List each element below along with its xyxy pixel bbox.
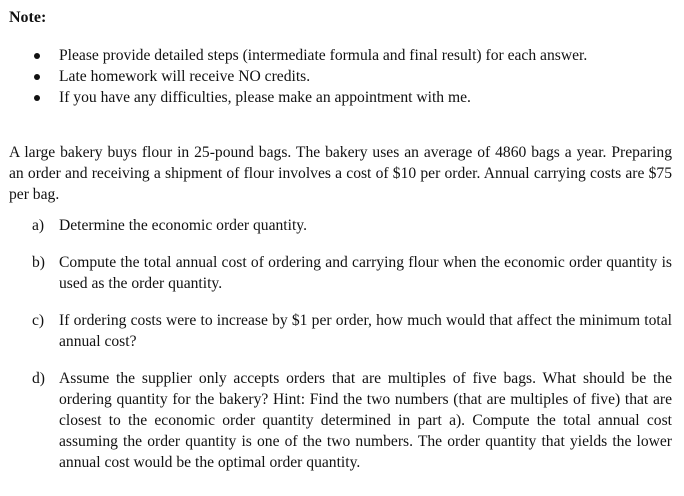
question-part-label: a) bbox=[32, 217, 45, 234]
bullet-dot-icon bbox=[34, 53, 40, 59]
note-bullet-item bbox=[34, 87, 672, 108]
problem-statement: A large bakery buys flour in 25-pound bags. The bakery uses an average of 4860 bags a year. Preparing an order and receiving a shipment of flour involves a cost of $10 per order. Annual carrying costs are $75 per bag. bbox=[9, 144, 672, 203]
note-heading: Note: bbox=[9, 9, 47, 26]
question-part-text: Determine the economic order quantity. bbox=[59, 217, 307, 234]
question-part-label: b) bbox=[32, 254, 45, 271]
question-part-c bbox=[32, 310, 672, 352]
question-part-a bbox=[32, 215, 672, 236]
question-part-text: Compute the total annual cost of ordering and carrying flour when the economic order quantity is used as the order quantity. bbox=[59, 254, 672, 292]
question-part-text: If ordering costs were to increase by $1 per order, how much would that affect the minimum total annual cost? bbox=[59, 312, 672, 350]
bullet-dot-icon bbox=[34, 95, 40, 101]
note-bullet-text: If you have any difficulties, please make an appointment with me. bbox=[59, 89, 471, 106]
question-part-d bbox=[32, 368, 672, 473]
question-part-b bbox=[32, 252, 672, 294]
note-bullet-text: Please provide detailed steps (intermediate formula and final result) for each answer. bbox=[59, 47, 588, 64]
bullet-dot-icon bbox=[34, 74, 40, 80]
question-part-label: d) bbox=[32, 370, 45, 387]
question-part-text: Assume the supplier only accepts orders that are multiples of five bags. What should be the ordering quantity for the bakery? Hint: Find the two numbers (that are multiples of five) that are closest to the economic order quantity determined in part a). Compute the total annual cost assuming the order quantity is one of the two numbers. The order quantity that yields the lower annual cost would be the optimal order quantity. bbox=[59, 370, 672, 471]
note-bullet-list bbox=[9, 45, 672, 108]
question-parts-list bbox=[9, 215, 672, 473]
note-bullet-item bbox=[34, 66, 672, 87]
note-bullet-item bbox=[34, 45, 672, 66]
note-bullet-text: Late homework will receive NO credits. bbox=[59, 68, 311, 85]
question-part-label: c) bbox=[32, 312, 45, 329]
